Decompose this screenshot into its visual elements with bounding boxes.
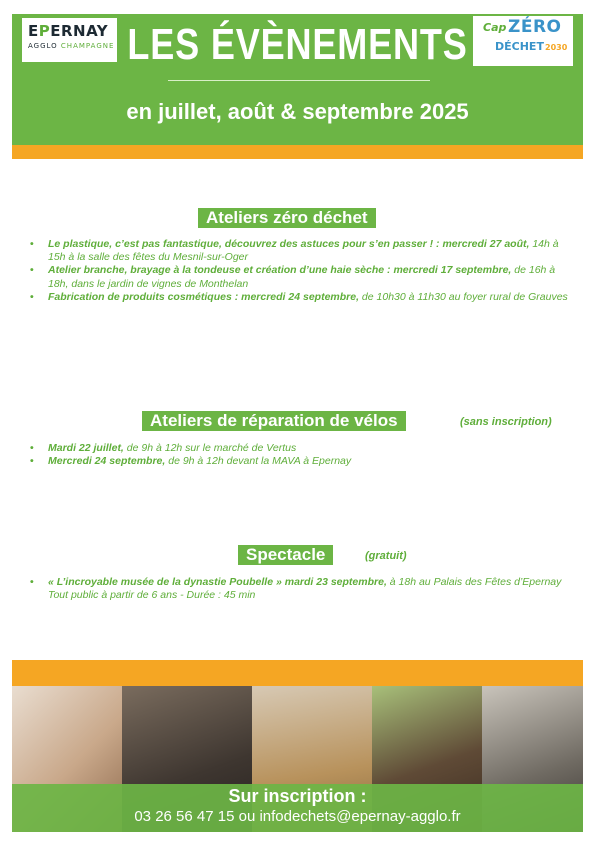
contact-info: 03 26 56 47 15 ou infodechets@epernay-agglo.fr [134, 808, 461, 825]
list-item: • « L’incroyable musée de la dynastie Poubelle » mardi 23 septembre, à 18h au Palais des Fêtes d’Epernay Tout public à partir de 6 ans - Durée : 45 min [30, 576, 562, 602]
list-item: • Mardi 22 juillet, de 9h à 12h sur le marché de Vertus [30, 442, 297, 454]
logo-tagline: AGGLO CHAMPAGNE [28, 42, 115, 50]
section-list-spectacle [30, 576, 575, 602]
list-item: • Atelier branche, brayage à la tondeuse et création d’une haie sèche : mercredi 17 septembre, de 16h à 18h, dans le jardin de vignes de Monthelan [30, 264, 556, 290]
header-orange-stripe [12, 145, 583, 159]
section-title-spectacle: Spectacle [238, 545, 333, 565]
section-list-ateliers-zero-dechet [30, 238, 575, 304]
section-title-reparation-velos: Ateliers de réparation de vélos [142, 411, 406, 431]
page-subtitle: en juillet, août & septembre 2025 [126, 99, 469, 124]
section-list-reparation-velos [30, 442, 575, 468]
list-item: • Mercredi 24 septembre, de 9h à 12h devant la MAVA à Epernay [30, 455, 352, 468]
contact-title: Sur inscription : [228, 786, 367, 806]
contact-band [12, 784, 583, 832]
section-note-gratuit: (gratuit) [365, 550, 407, 562]
list-item: • Le plastique, c’est pas fantastique, découvrez des astuces pour s’en passer ! : mercredi 27 août, 14h à 15h à la salle des fêtes du Mesnil-sur-Oger [30, 238, 559, 264]
footer-orange-stripe [12, 660, 583, 686]
section-title-ateliers-zero-dechet: Ateliers zéro déchet [198, 208, 376, 228]
page-title: LES ÉVÈNEMENTS [127, 20, 468, 69]
section-note-sans-inscription: (sans inscription) [460, 416, 552, 428]
list-item: • Fabrication de produits cosmétiques : mercredi 24 septembre, de 10h30 à 11h30 au foyer rural de Grauves [30, 290, 568, 303]
title-divider [168, 80, 430, 81]
logo-wordmark: EPERNAY [28, 22, 109, 40]
cap-zero-dechet-logo: Cap ZÉRO DÉCHET 2030 [473, 16, 573, 66]
